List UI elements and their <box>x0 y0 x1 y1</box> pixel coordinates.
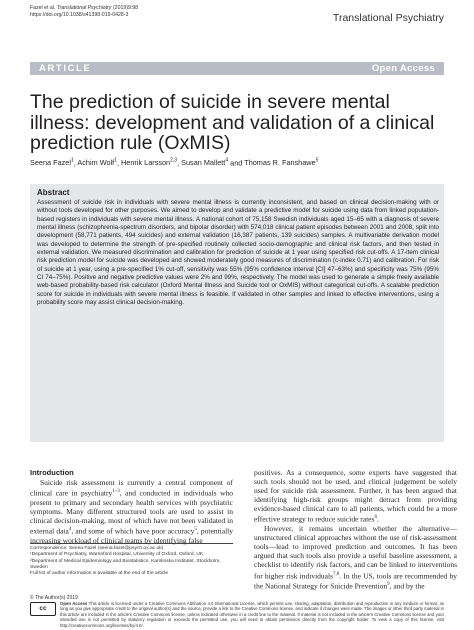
author-info-note: Full list of author information is available at the end of the article <box>30 571 169 577</box>
affiliation-1: ¹Department of Psychiatry, Warneford Hospital, University of Oxford, Oxford, UK <box>30 552 204 558</box>
article-banner <box>30 62 444 75</box>
open-access-label: Open Access <box>371 63 435 74</box>
license-block <box>30 601 444 629</box>
author[interactable]: Henrik Larsson$^{2,3}$ <box>121 158 178 168</box>
right-column <box>254 468 457 591</box>
intro-paragraph: Suicide risk assessment is currently a central component of clinical care in psychiatry$^{1-3}$, and conducted in individuals who present to primary and secondary health services with psychiatric symptoms. Many different structured tools are used to assist in clinical decision-making, most of which have not been validated in external data$^4$, and some of which have poor accuracy$^5$, potentially increasing workload of clinical teams by identifying false <box>30 478 233 545</box>
correspondence: Correspondence: Seena Fazel (seena.fazel@psych.ox.ac.uk) <box>30 546 164 551</box>
journal-name: Translational Psychiatry <box>332 12 444 24</box>
author[interactable]: Thomas R. Fanshawe$^5$ <box>244 158 319 168</box>
footnote-divider <box>30 543 233 544</box>
citation-ref[interactable]: 6 <box>374 515 377 521</box>
citation-ref[interactable]: 9 <box>387 582 390 588</box>
affiliations <box>30 546 233 577</box>
introduction-heading: Introduction <box>30 468 74 477</box>
author[interactable]: Seena Fazel$^1$ <box>30 158 74 168</box>
doi-link[interactable]: https://doi.org/10.1038/s41398-019-0428-3 <box>30 12 129 18</box>
author[interactable]: Achim Wolf$^1$ <box>77 158 117 168</box>
article-title: The prediction of suicide in severe mental illness: development and validation of a clinical prediction rule (OxMIS) <box>30 91 435 154</box>
abstract-text: Assessment of suicide risk in individuals with severe mental illness is currently inconsistent, and based on clinical decision-making with or without tools developed for other purposes. We aimed to develop and validate a predictive model for suicide using data from linked population-based registers in individuals with severe mental illness. A national cohort of 75,158 Swedish individuals aged 15–65 with a diagnosis of severe mental illness (schizophrenia-spectrum disorders, and bipolar disorder) with 574,018 clinical patient episodes between 2001 and 2008, split into development (58,771 patients, 494 suicides) and external validation (16,387 patients, 139 suicides) samples. A multivariable derivation model was developed to determine the strength of pre-specified routinely collected socio-demographic and clinical risk factors, and then tested in external validation. We measured discrimination and calibration for prediction of suicide at 1 year using specified risk cut-offs. A 17-item clinical risk prediction model for suicide was developed and showed moderately good measures of discrimination (c-index 0.71) and calibration. For risk of suicide at 1 year, using a pre-specified 1% cut-off, sensitivity was 55% (95% confidence interval [CI] 47–63%) and specificity was 75% (95% CI 74–75%). Positive and negative predictive values were 2% and 99%, respectively. The model was used to generate a simple freely available web-based probability-based risk calculator (Oxford Mental Illness and Suicide tool or OxMIS) without categorical cut-offs. A scalable prediction score for suicide in individuals with severe mental illness is feasible. If validated in other samples and linked to effective interventions, using a probability score may assist clinical decision-making. <box>37 199 439 307</box>
article-type-label: ARTICLE <box>39 63 92 74</box>
citation-line-1: Fazel et al. Translational Psychiatry (2019)9:98 <box>30 5 139 11</box>
citation-ref[interactable]: 5 <box>194 526 197 532</box>
license-text: Open Access This article is licensed under a Creative Commons Attribution 4.0 International License, which permits use, sharing, adaptation, distribution and reproduction in any medium or format, as long as you give appropriate credit to the original author(s) and the source, provide a link to the Creative Commons license, and indicate if changes were made. The images or other third party material in this article are included in the article's Creative Commons license, unless indicated otherwise in a credit line to the material. If material is not included in the article's Creative Commons license and your intended use is not permitted by statutory regulation or exceeds the permitted use, you will need to obtain permission directly from the copyright holder. To view a copy of this license, visit http://creativecommons.org/licenses/by/4.0/. <box>60 601 444 628</box>
affiliation-2: ²Department of Medical Epidemiology and Biostatistics, Karolinska Institutet, Stockholm, Sweden <box>30 558 221 570</box>
citation-ref[interactable]: 4 <box>68 526 72 532</box>
author-list: Seena Fazel$^1$, Achim Wolf$^1$, Henrik Larsson$^{2,3}$, Susan Mallett$^4$ and Thomas R. Fanshawe$^5$ <box>30 158 319 168</box>
copyright-notice: © The Author(s) 2019 <box>30 595 78 601</box>
abstract-heading: Abstract <box>37 188 70 197</box>
left-column <box>30 468 233 545</box>
abstract-box <box>30 184 444 442</box>
citation-journal: Translational Psychiatry <box>56 5 112 11</box>
citation-header <box>30 5 138 19</box>
author[interactable]: Susan Mallett$^4$ <box>181 158 229 168</box>
citation-ref[interactable]: 7,8 <box>333 571 340 577</box>
intro-paragraph-2: However, it remains uncertain whether the alternative—unstructured clinical approaches without the use of risk-assessment tools—lead to improved prediction and outcomes. It has been argued that such tools also provide a useful baseline assessment, a checklist to identify risk factors, and can be linked to interventions for higher risk individuals$^{7,8}$. In the US, tools are recommended by the National Strategy for Suicide Prevention$^9$, and by the <box>254 524 457 591</box>
intro-paragraph-continued: positives. As a consequence, some experts have suggested that such tools should not be used, and clinical judgement be solely used for suicide risk assessment. Further, it has been argued that identifying high-risk groups might detract from providing evidence-based clinical care to all patients, which could be a more effective strategy to reduce suicide rates$^6$. <box>254 468 457 524</box>
citation-ref[interactable]: 1–3 <box>112 489 120 495</box>
creative-commons-icon[interactable]: cc <box>30 602 56 616</box>
